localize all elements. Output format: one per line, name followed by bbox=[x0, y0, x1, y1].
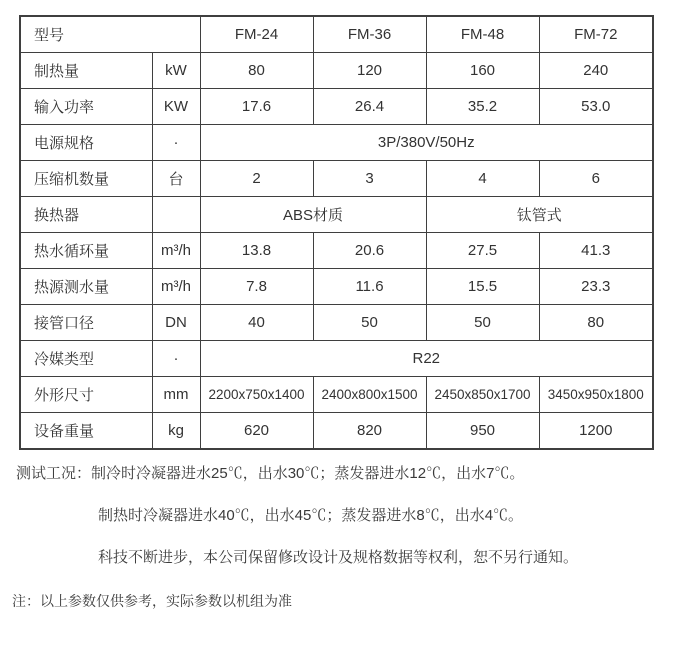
value-cell: 3450x950x1800 bbox=[539, 377, 653, 413]
table-row-input-power bbox=[20, 89, 653, 125]
spec-table bbox=[19, 15, 654, 450]
table-row-model bbox=[20, 16, 653, 53]
table-row-compressor-qty bbox=[20, 161, 653, 197]
unit-cell: KW bbox=[152, 89, 200, 125]
disclaimer-text: 科技不断进步，本公司保留修改设计及规格数据等权利，恕不另行通知。 bbox=[98, 549, 579, 566]
test-conditions-label: 测试工况： bbox=[16, 465, 92, 482]
unit-cell: · bbox=[152, 125, 200, 161]
test-conditions-heating: 制热时冷凝器进水40℃，出水45℃；蒸发器进水8℃，出水4℃。 bbox=[98, 507, 524, 524]
value-cell: 35.2 bbox=[426, 89, 539, 125]
value-cell: 2400x800x1500 bbox=[313, 377, 426, 413]
value-cell: 1200 bbox=[539, 413, 653, 450]
value-cell: 4 bbox=[426, 161, 539, 197]
value-cell: 50 bbox=[313, 305, 426, 341]
unit-cell bbox=[152, 197, 200, 233]
model-name-fm24: FM-24 bbox=[200, 16, 313, 53]
value-cell: 15.5 bbox=[426, 269, 539, 305]
value-cell: 11.6 bbox=[313, 269, 426, 305]
test-conditions-block bbox=[16, 465, 678, 567]
unit-cell: · bbox=[152, 341, 200, 377]
bottom-note: 注：以上参数仅供参考，实际参数以机组为准 bbox=[12, 593, 292, 609]
row-label: 输入功率 bbox=[20, 89, 152, 125]
table-row-heat-exchanger bbox=[20, 197, 653, 233]
value-cell: 40 bbox=[200, 305, 313, 341]
value-cell: 26.4 bbox=[313, 89, 426, 125]
test-conditions-cooling: 制冷时冷凝器进水25℃，出水30℃；蒸发器进水12℃，出水7℃。 bbox=[91, 465, 525, 482]
value-cell: 950 bbox=[426, 413, 539, 450]
value-cell: 620 bbox=[200, 413, 313, 450]
table-row-dimensions bbox=[20, 377, 653, 413]
row-label: 接管口径 bbox=[20, 305, 152, 341]
value-cell: 2200x750x1400 bbox=[200, 377, 313, 413]
row-label: 设备重量 bbox=[20, 413, 152, 450]
value-cell: 23.3 bbox=[539, 269, 653, 305]
value-cell-span: 钛管式 bbox=[426, 197, 653, 233]
table-row-pipe-diameter bbox=[20, 305, 653, 341]
value-cell-span: ABS材质 bbox=[200, 197, 426, 233]
row-label: 压缩机数量 bbox=[20, 161, 152, 197]
value-cell: 820 bbox=[313, 413, 426, 450]
value-cell: 41.3 bbox=[539, 233, 653, 269]
value-cell: 80 bbox=[200, 53, 313, 89]
value-cell: 20.6 bbox=[313, 233, 426, 269]
row-label: 冷媒类型 bbox=[20, 341, 152, 377]
value-cell: 27.5 bbox=[426, 233, 539, 269]
row-label: 制热量 bbox=[20, 53, 152, 89]
table-row-weight bbox=[20, 413, 653, 450]
table-row-heating-capacity bbox=[20, 53, 653, 89]
value-cell: 50 bbox=[426, 305, 539, 341]
value-cell: 2450x850x1700 bbox=[426, 377, 539, 413]
table-row-power-supply bbox=[20, 125, 653, 161]
value-cell: 120 bbox=[313, 53, 426, 89]
model-name-fm36: FM-36 bbox=[313, 16, 426, 53]
row-label: 换热器 bbox=[20, 197, 152, 233]
value-cell: 13.8 bbox=[200, 233, 313, 269]
value-cell: 2 bbox=[200, 161, 313, 197]
value-cell-span: R22 bbox=[200, 341, 653, 377]
value-cell: 240 bbox=[539, 53, 653, 89]
row-label-model: 型号 bbox=[20, 16, 200, 53]
unit-cell: kg bbox=[152, 413, 200, 450]
row-label: 热源测水量 bbox=[20, 269, 152, 305]
table-row-source-water-flow bbox=[20, 269, 653, 305]
unit-cell: m³/h bbox=[152, 233, 200, 269]
value-cell: 160 bbox=[426, 53, 539, 89]
row-label: 热水循环量 bbox=[20, 233, 152, 269]
unit-cell: kW bbox=[152, 53, 200, 89]
test-conditions-line1 bbox=[16, 465, 678, 483]
value-cell: 3 bbox=[313, 161, 426, 197]
table-row-hot-water-flow bbox=[20, 233, 653, 269]
model-name-fm72: FM-72 bbox=[539, 16, 653, 53]
table-row-refrigerant bbox=[20, 341, 653, 377]
value-cell: 7.8 bbox=[200, 269, 313, 305]
value-cell: 53.0 bbox=[539, 89, 653, 125]
row-label: 外形尺寸 bbox=[20, 377, 152, 413]
unit-cell: DN bbox=[152, 305, 200, 341]
value-cell-span: 3P/380V/50Hz bbox=[200, 125, 653, 161]
value-cell: 80 bbox=[539, 305, 653, 341]
unit-cell: 台 bbox=[152, 161, 200, 197]
model-name-fm48: FM-48 bbox=[426, 16, 539, 53]
unit-cell: mm bbox=[152, 377, 200, 413]
value-cell: 17.6 bbox=[200, 89, 313, 125]
value-cell: 6 bbox=[539, 161, 653, 197]
unit-cell: m³/h bbox=[152, 269, 200, 305]
row-label: 电源规格 bbox=[20, 125, 152, 161]
